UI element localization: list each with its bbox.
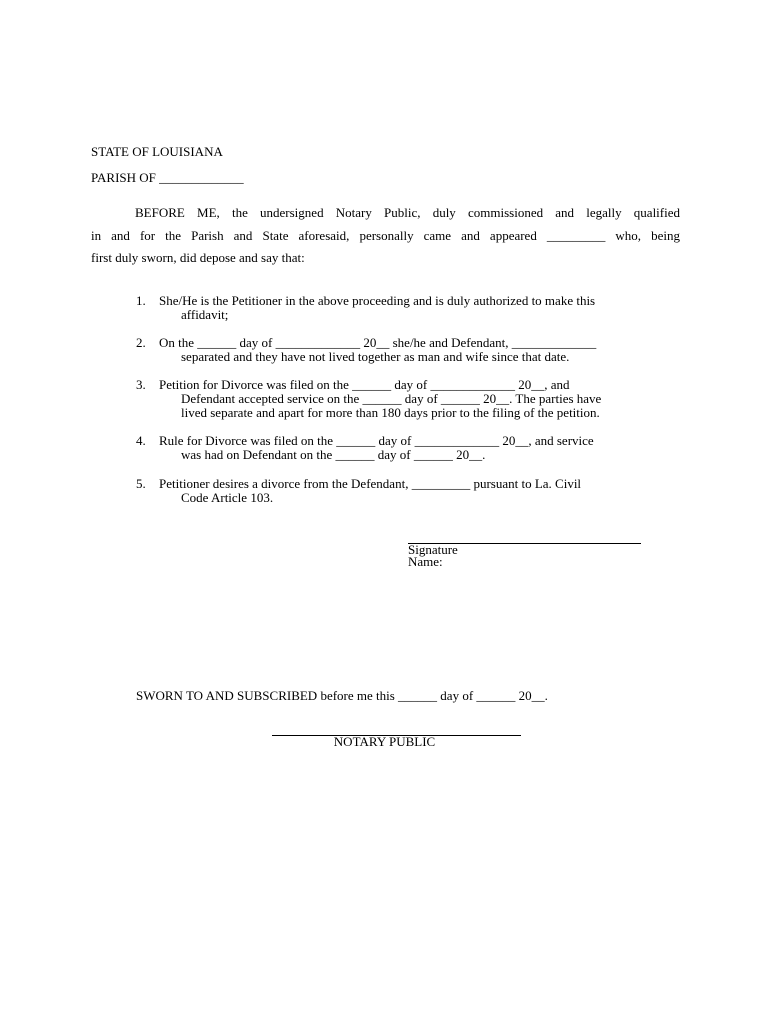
list-item-line: separated and they have not lived together as man and wife since that date. — [181, 349, 570, 364]
signature-label: Signature — [408, 542, 458, 557]
list-item-number: 4. — [136, 433, 146, 448]
list-item — [136, 378, 681, 420]
list-item — [136, 294, 681, 322]
signature-name-label: Name: — [408, 554, 443, 569]
list-item-line: Rule for Divorce was filed on the ______ day of _____________ 20__, and service — [159, 433, 594, 448]
state-heading: STATE OF LOUISIANA — [91, 144, 223, 159]
notary-label: NOTARY PUBLIC — [333, 734, 436, 749]
list-item-number: 5. — [136, 476, 146, 491]
list-item-number: 3. — [136, 377, 146, 392]
intro-line-1: BEFORE ME, the undersigned Notary Public, duly commissioned and legally qualified — [135, 205, 680, 220]
list-item-line: was had on Defendant on the ______ day of ______ 20__. — [181, 447, 486, 462]
list-item-line: lived separate and apart for more than 180 days prior to the filing of the petition. — [181, 405, 600, 420]
list-item-line: She/He is the Petitioner in the above proceeding and is duly authorized to make this — [159, 293, 596, 308]
list-item — [136, 336, 681, 364]
list-item-line: Defendant accepted service on the ______ day of ______ 20__. The parties have — [181, 391, 602, 406]
parish-heading: PARISH OF _____________ — [91, 170, 244, 185]
list-item-number: 1. — [136, 293, 146, 308]
list-item-line: affidavit; — [181, 307, 229, 322]
intro-line-2: in and for the Parish and State aforesaid, personally came and appeared _________ who, being — [91, 228, 680, 243]
list-item-line: Petition for Divorce was filed on the ______ day of _____________ 20__, and — [159, 377, 570, 392]
list-item-line: Code Article 103. — [181, 490, 274, 505]
list-item — [136, 434, 681, 462]
sworn-statement: SWORN TO AND SUBSCRIBED before me this ______ day of ______ 20__. — [136, 688, 548, 703]
list-item-line: Petitioner desires a divorce from the Defendant, _________ pursuant to La. Civil — [159, 476, 582, 491]
list-item — [136, 477, 681, 505]
intro-line-3: first duly sworn, did depose and say that: — [91, 250, 305, 265]
list-item-number: 2. — [136, 335, 146, 350]
list-item-line: On the ______ day of _____________ 20__ she/he and Defendant, _____________ — [159, 335, 597, 350]
